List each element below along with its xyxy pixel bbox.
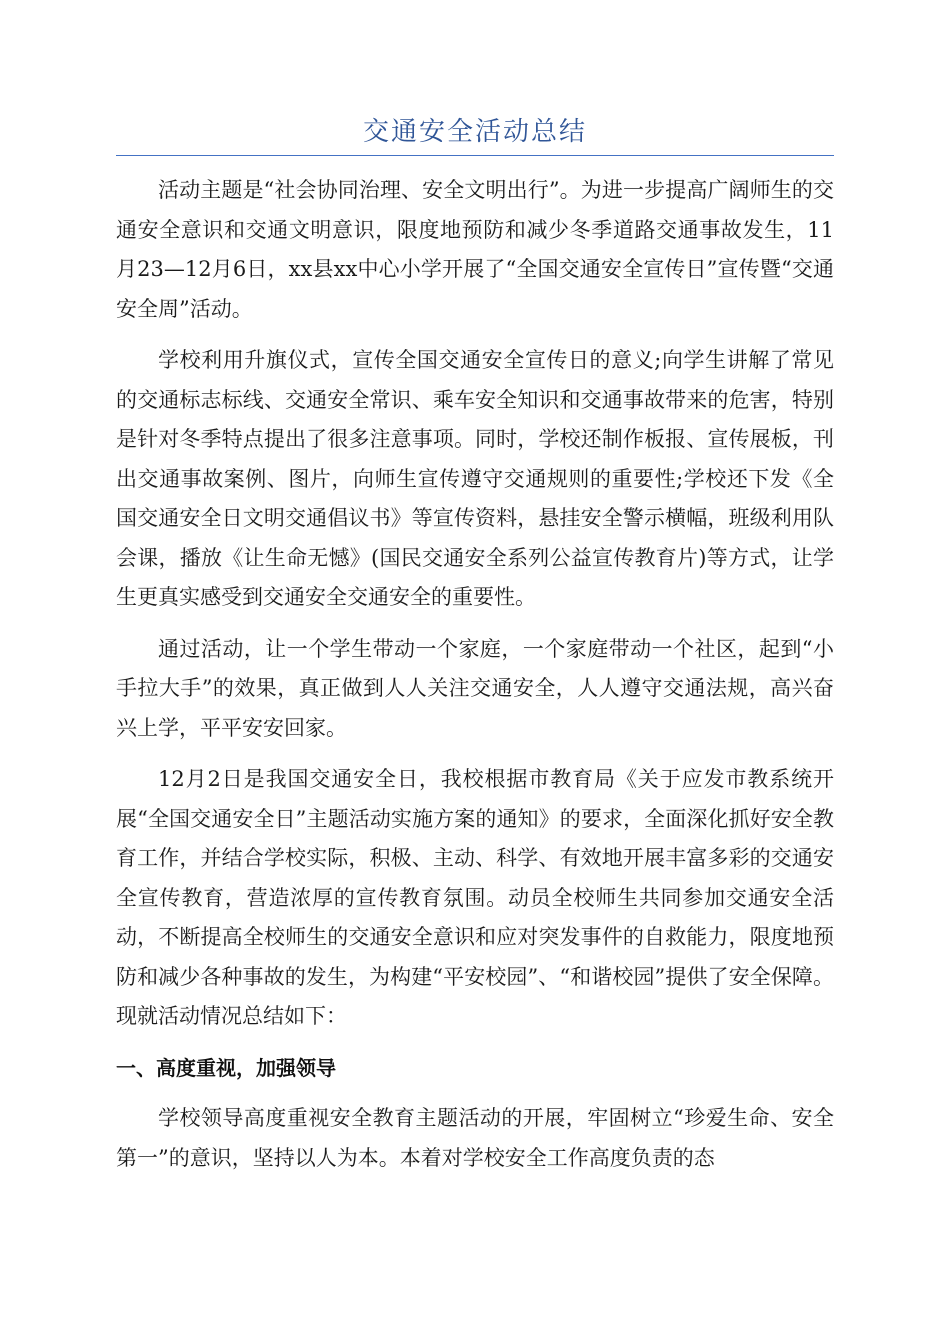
document-body	[116, 171, 834, 1190]
paragraph-activity-effect: 通过活动，让一个学生带动一个家庭，一个家庭带动一个社区，起到“小手拉大手”的效果，真正做到人人关注交通安全，人人遵守交通法规，高兴奋兴上学，平平安安回家。	[116, 636, 834, 740]
paragraph-school-measures: 学校利用升旗仪式，宣传全国交通安全宣传日的意义;向学生讲解了常见的交通标志标线、交通安全常识、乘车安全知识和交通事故带来的危害，特别是针对冬季特点提出了很多注意事项。同时，学校还制作板报、宣传展板，刊出交通事故案例、图片，向师生宣传遵守交通规则的重要性;学校还下发《全国交通安全日文明交通倡议书》等宣传资料，悬挂安全警示横幅，班级利用队会课，播放《让生命无憾》(国民交通安全系列公益宣传教育片)等方式，让学生更真实感受到交通安全交通安全的重要性。	[116, 348, 834, 609]
paragraph-activity-theme: 活动主题是“社会协同治理、安全文明出行”。为进一步提高广阔师生的交通安全意识和交通文明意识，限度地预防和减少冬季道路交通事故发生，11月23—12月6日，xx县xx中心小学开展了“全国交通安全宣传日”宣传暨“交通安全周”活动。	[116, 178, 834, 321]
title-underline	[116, 155, 834, 156]
section-heading: 一、高度重视，加强领导	[116, 1055, 336, 1080]
paragraph-safety-day: 12月2日是我国交通安全日，我校根据市教育局《关于应发市教系统开展“全国交通安全日”主题活动实施方案的通知》的要求，全面深化抓好安全教育工作，并结合学校实际，积极、主动、科学、有效地开展丰富多彩的交通安全宣传教育，营造浓厚的宣传教育氛围。动员全校师生共同参加交通安全活动，不断提高全校师生的交通安全意识和应对突发事件的自救能力，限度地预防和减少各种事故的发生，为构建“平安校园”、“和谐校园”提供了安全保障。现就活动情况总结如下：	[116, 767, 834, 1028]
paragraph-leadership: 学校领导高度重视安全教育主题活动的开展，牢固树立“珍爱生命、安全第一”的意识，坚持以人为本。本着对学校安全工作高度负责的态	[116, 1106, 834, 1170]
document-title: 交通安全活动总结	[362, 117, 587, 147]
